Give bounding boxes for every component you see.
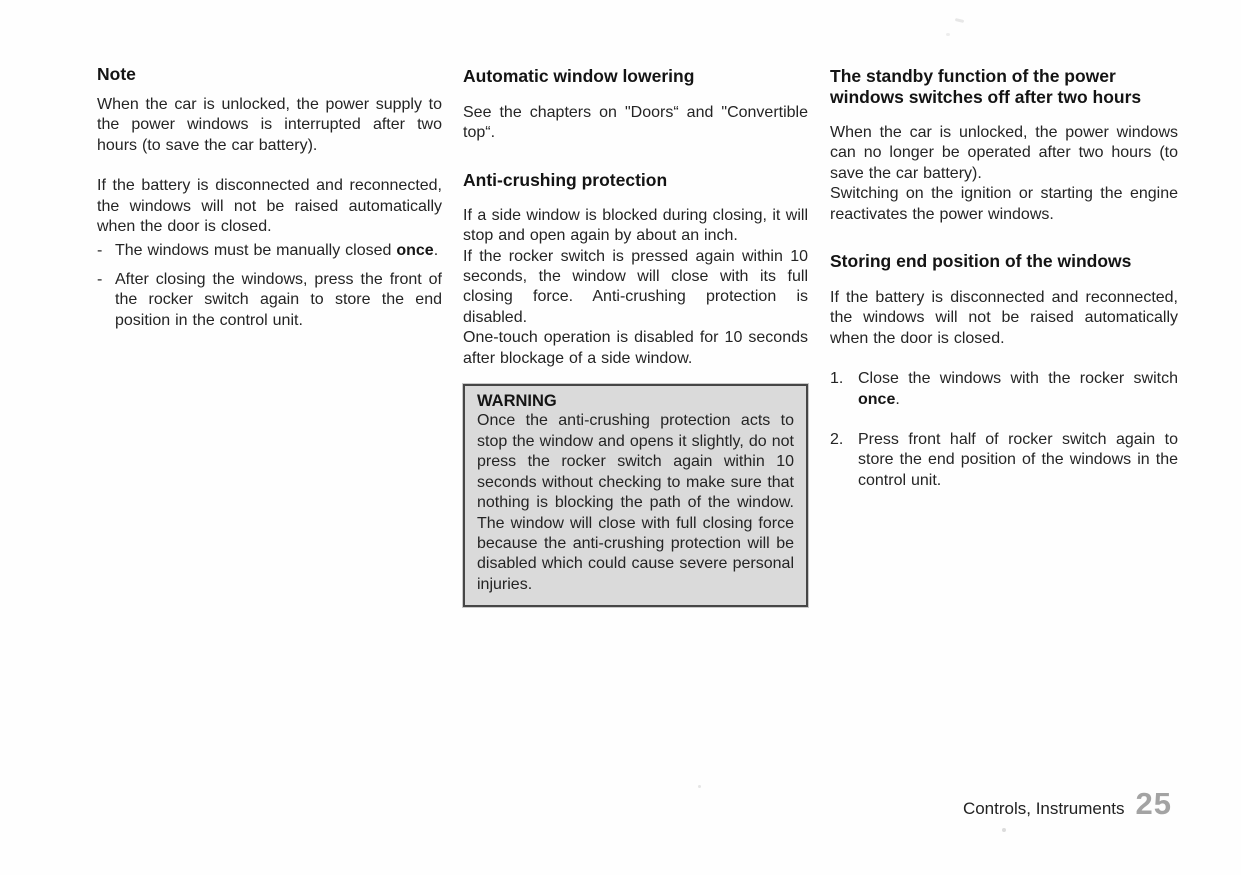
anti-crushing-section: [463, 170, 808, 369]
note-paragraph-1: When the car is unlocked, the power supply to the power windows is interrupted after two hours (to save the car battery).: [97, 96, 442, 154]
standby-function-text-1: When the car is unlocked, the power windows can no longer be operated after two hours (to save the car battery).: [830, 124, 1178, 182]
left-column: [97, 64, 442, 331]
numbered-item-marker: 2.: [830, 431, 844, 449]
bullet-text: [115, 242, 438, 259]
auto-window-lowering-heading: Automatic window lowering: [463, 66, 695, 86]
scan-speck: [955, 18, 964, 23]
scan-speck: [946, 33, 950, 36]
note-paragraph-2: If the battery is disconnected and reconnected, the windows will not be raised automatically when the door is closed.: [97, 177, 442, 236]
anti-crushing-text-3: One-touch operation is disabled for 10 seconds after blockage of a side window.: [463, 329, 808, 367]
note-heading: Note: [97, 64, 136, 84]
page-number: 25: [1135, 786, 1172, 821]
bullet-text-pre: After closing the windows, press the front of the rocker switch again to store the end position in the control unit.: [115, 270, 442, 329]
numbered-item-text: [858, 370, 1178, 407]
bullet-text-pre: The windows must be manually closed: [115, 242, 397, 260]
scan-speck: [698, 785, 701, 788]
warning-heading: WARNING: [477, 392, 557, 411]
numbered-item-text-bold: once: [858, 390, 896, 408]
bullet-marker: -: [97, 242, 103, 260]
right-column: [830, 66, 1178, 491]
anti-crushing-text-1: If a side window is blocked during closing, it will stop and open again by about an inch.: [463, 206, 808, 245]
numbered-item-text: [858, 431, 1178, 489]
anti-crushing-text-2: If the rocker switch is pressed again within 10 seconds, the window will close with its full closing force. Anti-crushing protection is disabled.: [463, 247, 808, 326]
numbered-item: [830, 369, 1178, 410]
bullet-text-bold: once: [396, 242, 434, 260]
storing-end-position-section: [830, 251, 1178, 491]
scan-speck: [1002, 828, 1006, 832]
numbered-item-text-pre: Press front half of rocker switch again to store the end position of the windows in the control unit.: [858, 431, 1178, 489]
storing-end-position-text: If the battery is disconnected and reconnected, the windows will not be raised automatically when the door is closed.: [830, 289, 1178, 347]
numbered-item-marker: 1.: [830, 370, 844, 388]
numbered-item: [830, 430, 1178, 491]
page-footer: [963, 786, 1172, 822]
bullet-marker: -: [97, 270, 103, 288]
standby-function-heading: The standby function of the power windows switches off after two hours: [830, 66, 1142, 107]
bullet-text: [115, 271, 442, 329]
numbered-item-text-pre: Close the windows with the rocker switch: [858, 370, 1178, 388]
numbered-item-text-post: .: [895, 390, 900, 408]
middle-column: [463, 66, 808, 607]
bullet-item: [97, 241, 442, 261]
storing-end-position-heading: Storing end position of the windows: [830, 251, 1132, 272]
footer-section-label: Controls, Instruments: [962, 799, 1125, 818]
anti-crushing-heading: Anti-crushing protection: [463, 169, 668, 190]
warning-body: Once the anti-crushing protection acts to stop the window and opens it slightly, do not press the rocker switch again within 10 seconds without checking to make sure that nothing is blocking the path of the window. The window will close with full closing force because the anti-crushing protection will be disabled which could cause severe personal injuries.: [477, 412, 794, 593]
auto-window-lowering-text: See the chapters on "Doors“ and "Convertible top“.: [463, 104, 808, 142]
bullet-item: [97, 270, 442, 331]
bullet-text-post: .: [433, 242, 439, 260]
standby-function-text-2: Switching on the ignition or starting the engine reactivates the power windows.: [830, 185, 1178, 223]
warning-box: [463, 384, 808, 607]
